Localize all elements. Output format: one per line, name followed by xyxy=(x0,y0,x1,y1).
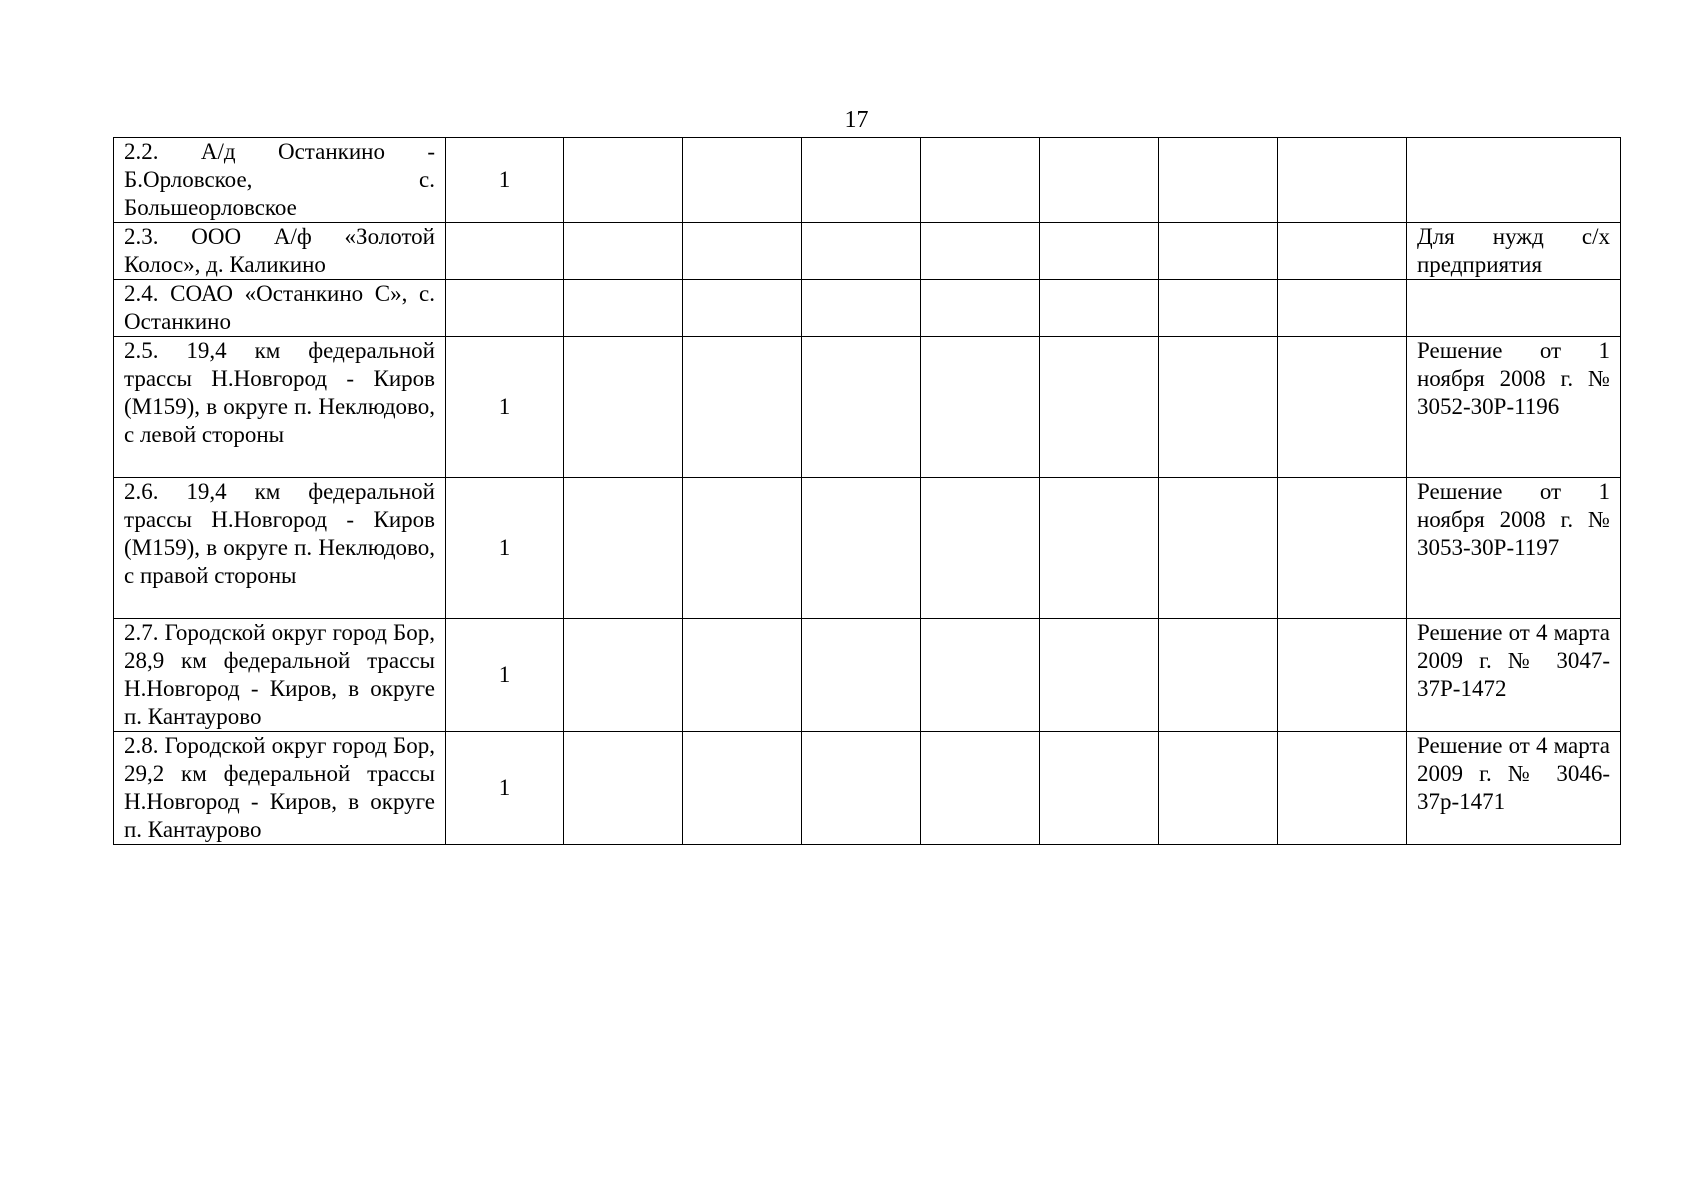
location-cell: 2.7. Городской округ город Бор, 28,9 км федеральной трассы Н.Новгород - Киров, в округе п. Кантаурово xyxy=(114,619,446,732)
note-cell xyxy=(1407,138,1621,223)
empty-cell xyxy=(921,619,1040,732)
note-cell: Решение от 4 марта 2009 г. № 3047-37Р-1472 xyxy=(1407,619,1621,732)
empty-cell xyxy=(921,732,1040,845)
table-row xyxy=(114,223,1621,280)
empty-cell xyxy=(1278,732,1407,845)
location-cell: 2.5. 19,4 км федеральной трассы Н.Новгород - Киров (М159), в округе п. Неклюдово, с левой стороны xyxy=(114,337,446,478)
empty-cell xyxy=(1040,619,1159,732)
empty-cell xyxy=(1159,223,1278,280)
table-row xyxy=(114,138,1621,223)
empty-cell xyxy=(564,223,683,280)
empty-cell xyxy=(1278,478,1407,619)
empty-cell xyxy=(683,280,802,337)
table-row xyxy=(114,337,1621,478)
location-cell: 2.3. ООО А/ф «Золотой Колос», д. Каликино xyxy=(114,223,446,280)
empty-cell xyxy=(921,280,1040,337)
empty-cell xyxy=(564,732,683,845)
empty-cell xyxy=(683,223,802,280)
empty-cell xyxy=(1040,280,1159,337)
empty-cell xyxy=(1278,337,1407,478)
empty-cell xyxy=(921,138,1040,223)
empty-cell xyxy=(683,732,802,845)
note-cell: Для нужд с/х предприятия xyxy=(1407,223,1621,280)
count-cell: 1 xyxy=(446,732,564,845)
count-cell: 1 xyxy=(446,478,564,619)
count-cell: 1 xyxy=(446,138,564,223)
empty-cell xyxy=(683,138,802,223)
empty-cell xyxy=(921,478,1040,619)
note-cell: Решение от 1 ноября 2008 г. № 3053-30Р-1197 xyxy=(1407,478,1621,619)
empty-cell xyxy=(921,223,1040,280)
count-cell: 1 xyxy=(446,619,564,732)
empty-cell xyxy=(564,280,683,337)
document-table xyxy=(113,137,1621,845)
note-cell xyxy=(1407,280,1621,337)
count-cell xyxy=(446,280,564,337)
empty-cell xyxy=(1040,223,1159,280)
table-row xyxy=(114,280,1621,337)
empty-cell xyxy=(1040,138,1159,223)
table-row xyxy=(114,732,1621,845)
empty-cell xyxy=(1278,223,1407,280)
empty-cell xyxy=(564,619,683,732)
empty-cell xyxy=(564,138,683,223)
empty-cell xyxy=(1278,280,1407,337)
empty-cell xyxy=(802,478,921,619)
empty-cell xyxy=(1159,619,1278,732)
empty-cell xyxy=(802,337,921,478)
count-cell xyxy=(446,223,564,280)
empty-cell xyxy=(802,223,921,280)
note-cell: Решение от 4 марта 2009 г. № 3046-37р-1471 xyxy=(1407,732,1621,845)
empty-cell xyxy=(802,138,921,223)
empty-cell xyxy=(564,478,683,619)
empty-cell xyxy=(683,478,802,619)
location-cell: 2.8. Городской округ город Бор, 29,2 км федеральной трассы Н.Новгород - Киров, в округе п. Кантаурово xyxy=(114,732,446,845)
empty-cell xyxy=(564,337,683,478)
page-number: 17 xyxy=(844,107,869,133)
empty-cell xyxy=(802,619,921,732)
empty-cell xyxy=(921,337,1040,478)
empty-cell xyxy=(802,732,921,845)
location-cell: 2.4. СОАО «Останкино С», с. Останкино xyxy=(114,280,446,337)
empty-cell xyxy=(1159,280,1278,337)
table-row xyxy=(114,619,1621,732)
empty-cell xyxy=(683,619,802,732)
empty-cell xyxy=(1278,138,1407,223)
location-cell: 2.2. А/д Останкино - Б.Орловское, с. Большеорловское xyxy=(114,138,446,223)
empty-cell xyxy=(1159,337,1278,478)
count-cell: 1 xyxy=(446,337,564,478)
table-row xyxy=(114,478,1621,619)
note-cell: Решение от 1 ноября 2008 г. № 3052-30Р-1196 xyxy=(1407,337,1621,478)
empty-cell xyxy=(1159,138,1278,223)
empty-cell xyxy=(1278,619,1407,732)
empty-cell xyxy=(683,337,802,478)
empty-cell xyxy=(1040,732,1159,845)
location-cell: 2.6. 19,4 км федеральной трассы Н.Новгород - Киров (М159), в округе п. Неклюдово, с правой стороны xyxy=(114,478,446,619)
empty-cell xyxy=(1040,478,1159,619)
empty-cell xyxy=(1040,337,1159,478)
empty-cell xyxy=(802,280,921,337)
empty-cell xyxy=(1159,732,1278,845)
empty-cell xyxy=(1159,478,1278,619)
